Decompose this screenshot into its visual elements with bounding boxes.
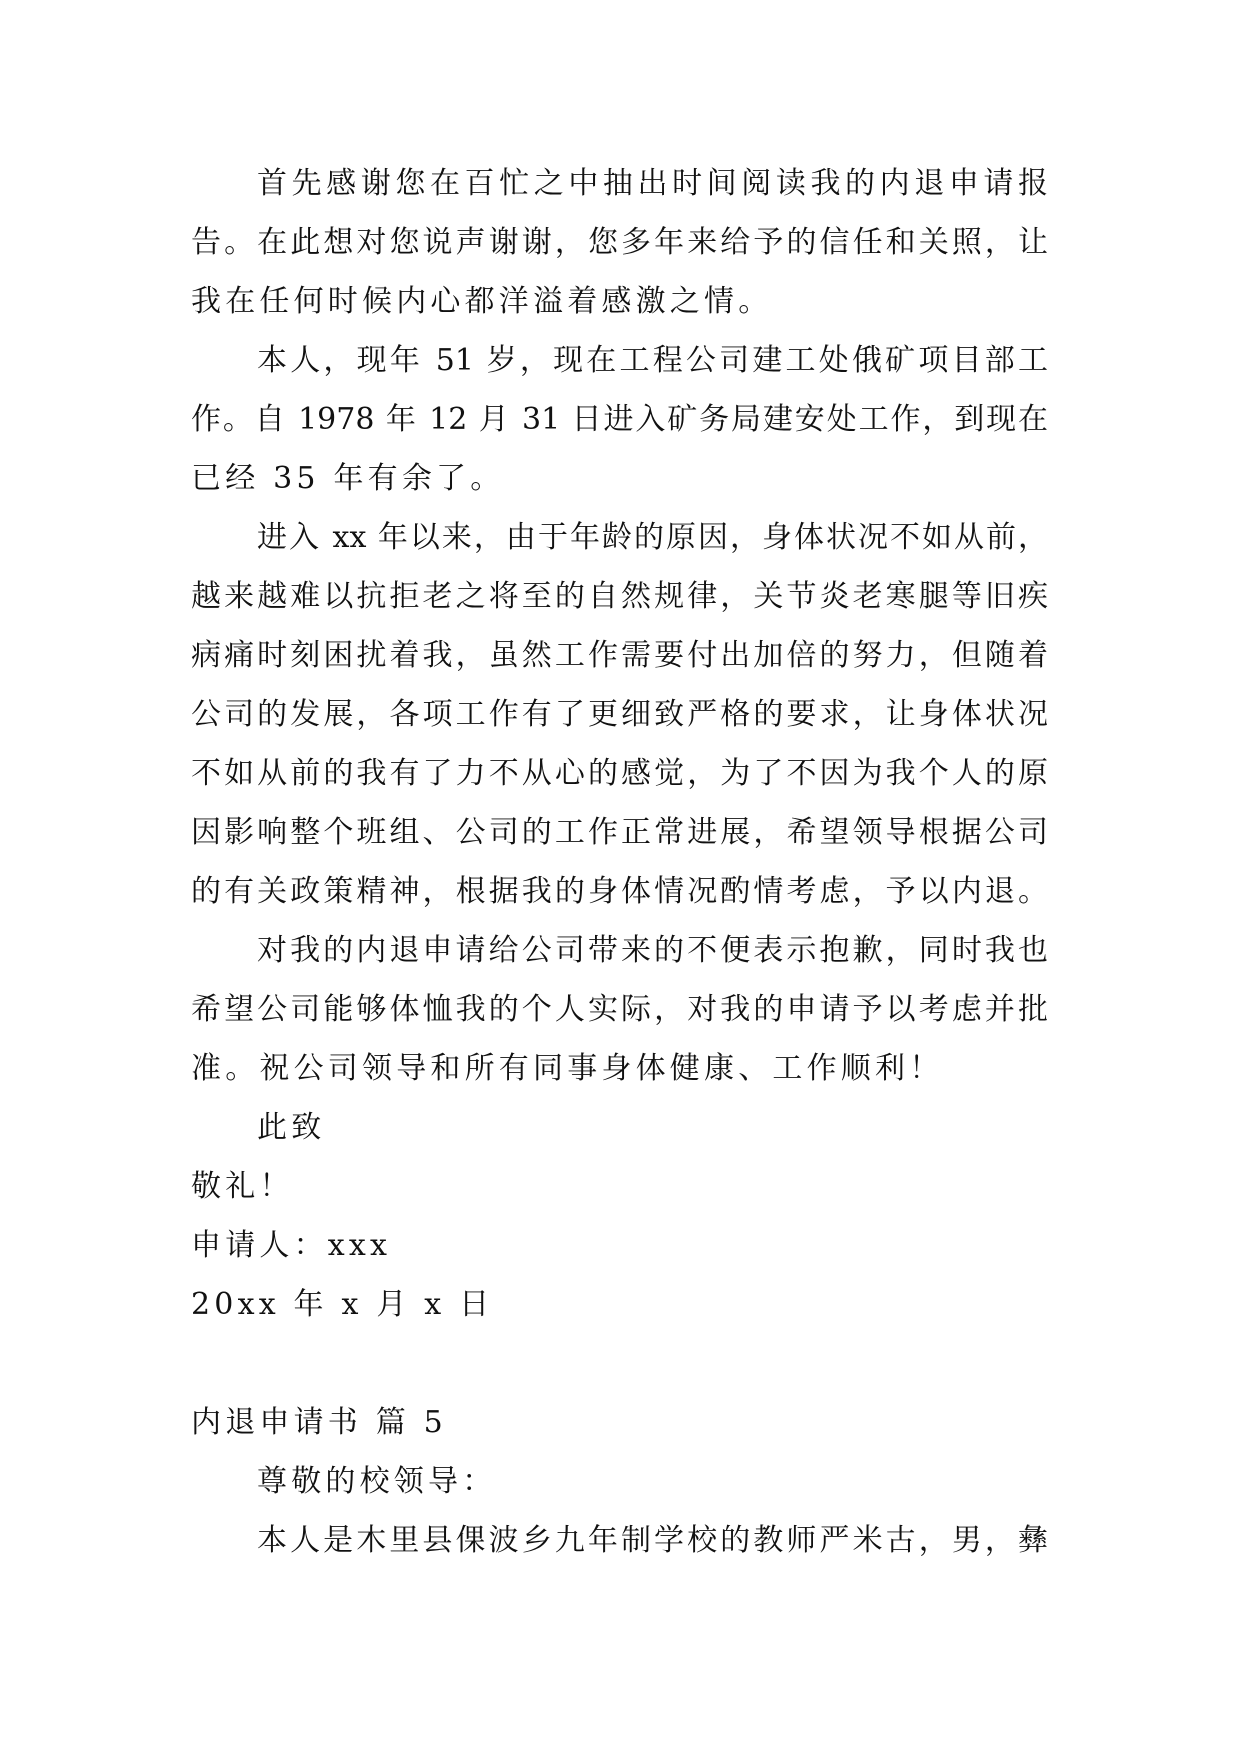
section-title: 内退申请书 篇 5 bbox=[191, 1405, 447, 1440]
paragraph-1-line-1: 首先感谢您在百忙之中抽出时间阅读我的内退申请报 bbox=[257, 166, 1048, 201]
paragraph-3-line-1: 进入 xx 年以来，由于年龄的原因，身体状况不如从前， bbox=[257, 520, 1048, 555]
paragraph-3-line-6: 因影响整个班组、公司的工作正常进展，希望领导根据公司 bbox=[191, 815, 1048, 850]
paragraph-1-line-2: 告。在此想对您说声谢谢，您多年来给予的信任和关照，让 bbox=[191, 225, 1048, 260]
paragraph-4-line-1: 对我的内退申请给公司带来的不便表示抱歉，同时我也 bbox=[257, 933, 1048, 968]
paragraph-2-line-2: 作。自 1978 年 12 月 31 日进入矿务局建安处工作，到现在 bbox=[191, 402, 1048, 437]
paragraph-2-line-3: 已经 35 年有余了。 bbox=[191, 461, 505, 496]
closing-regards: 此致 bbox=[257, 1110, 326, 1145]
paragraph-3-line-4: 公司的发展，各项工作有了更细致严格的要求，让身体状况 bbox=[191, 697, 1048, 732]
paragraph-3-line-5: 不如从前的我有了力不从心的感觉，为了不因为我个人的原 bbox=[191, 756, 1048, 791]
section-line-1: 本人是木里县倮波乡九年制学校的教师严米古，男，彝 bbox=[257, 1523, 1048, 1558]
paragraph-4-line-2: 希望公司能够体恤我的个人实际，对我的申请予以考虑并批 bbox=[191, 992, 1048, 1027]
paragraph-2-line-1: 本人，现年 51 岁，现在工程公司建工处俄矿项目部工 bbox=[257, 343, 1048, 378]
paragraph-4-line-3: 准。祝公司领导和所有同事身体健康、工作顺利！ bbox=[191, 1051, 944, 1086]
closing-salute: 敬礼！ bbox=[191, 1169, 294, 1204]
paragraph-3-line-2: 越来越难以抗拒老之将至的自然规律，关节炎老寒腿等旧疾 bbox=[191, 579, 1048, 614]
date-line: 20xx 年 x 月 x 日 bbox=[191, 1287, 494, 1322]
paragraph-1-line-3: 我在任何时候内心都洋溢着感激之情。 bbox=[191, 284, 773, 319]
section-greeting: 尊敬的校领导： bbox=[257, 1464, 497, 1499]
paragraph-3-line-3: 病痛时刻困扰着我，虽然工作需要付出加倍的努力，但随着 bbox=[191, 638, 1048, 673]
applicant-line: 申请人：xxx bbox=[191, 1228, 392, 1263]
paragraph-3-line-7: 的有关政策精神，根据我的身体情况酌情考虑，予以内退。 bbox=[191, 874, 1048, 909]
